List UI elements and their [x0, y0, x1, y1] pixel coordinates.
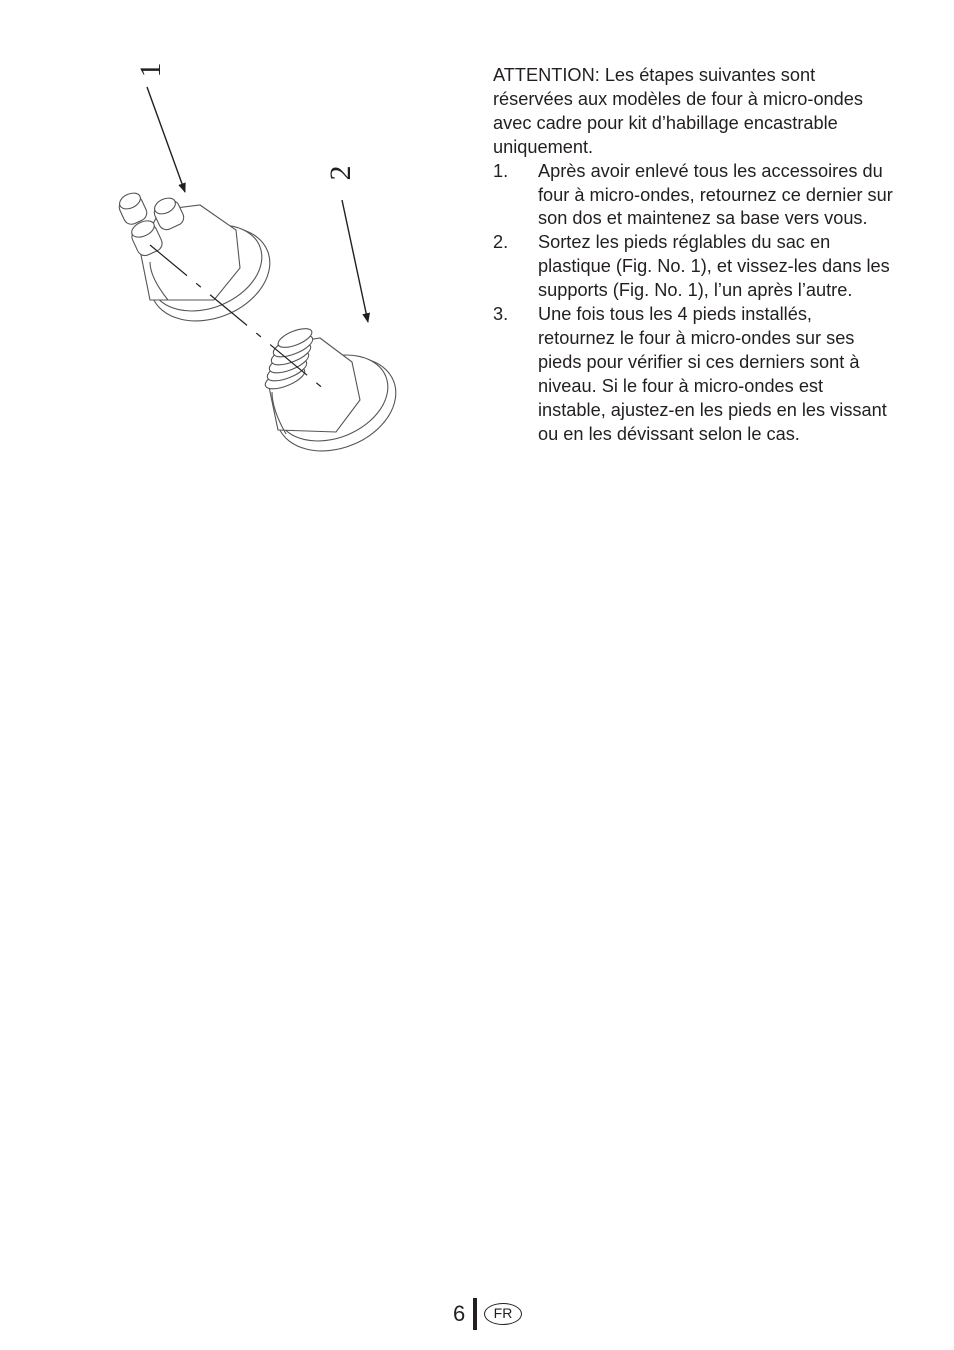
- attention-paragraph: ATTENTION: Les étapes suivantes sont réservées aux modèles de four à micro-ondes avec cadre pour kit d’habillage encastrable uniquement.: [493, 65, 863, 157]
- step-number: 1.: [493, 160, 509, 181]
- step-text: Sortez les pieds réglables du sac en plastique (Fig. No. 1), et vissez-les dans les supports (Fig. No. 1), l’un après l’autre.: [538, 232, 890, 301]
- adjustable-foot-part: [262, 325, 410, 468]
- step-text: Après avoir enlevé tous les accessoires du four à micro-ondes, retournez ce dernier sur son dos et maintenez sa base vers vous.: [538, 160, 893, 229]
- step-item: [493, 303, 893, 446]
- foot-assembly-drawing: [90, 40, 430, 480]
- step-number: 2.: [493, 232, 509, 253]
- footer-divider: [473, 1298, 477, 1330]
- step-text: Une fois tous les 4 pieds installés, retournez le four à micro-ondes sur ses pieds pour vérifier si ces derniers sont à niveau. Si le four à micro-ondes est instable, ajustez-en les pieds en les vissant ou en les dévissant selon le cas.: [538, 304, 887, 444]
- leader-arrow-2: [342, 200, 368, 322]
- page-number: 6: [453, 1301, 466, 1326]
- instructions-column: [493, 64, 893, 447]
- step-item: [493, 231, 893, 303]
- steps-list: [493, 160, 893, 447]
- assembly-figure: [90, 40, 430, 480]
- callout-1: 1: [134, 62, 167, 78]
- step-number: 3.: [493, 304, 509, 325]
- language-badge: FR: [484, 1303, 522, 1325]
- step-item: [493, 160, 893, 232]
- callout-2: 2: [324, 165, 357, 181]
- page-footer: [0, 1298, 954, 1332]
- support-part: [117, 190, 284, 338]
- leader-arrow-1: [147, 87, 185, 192]
